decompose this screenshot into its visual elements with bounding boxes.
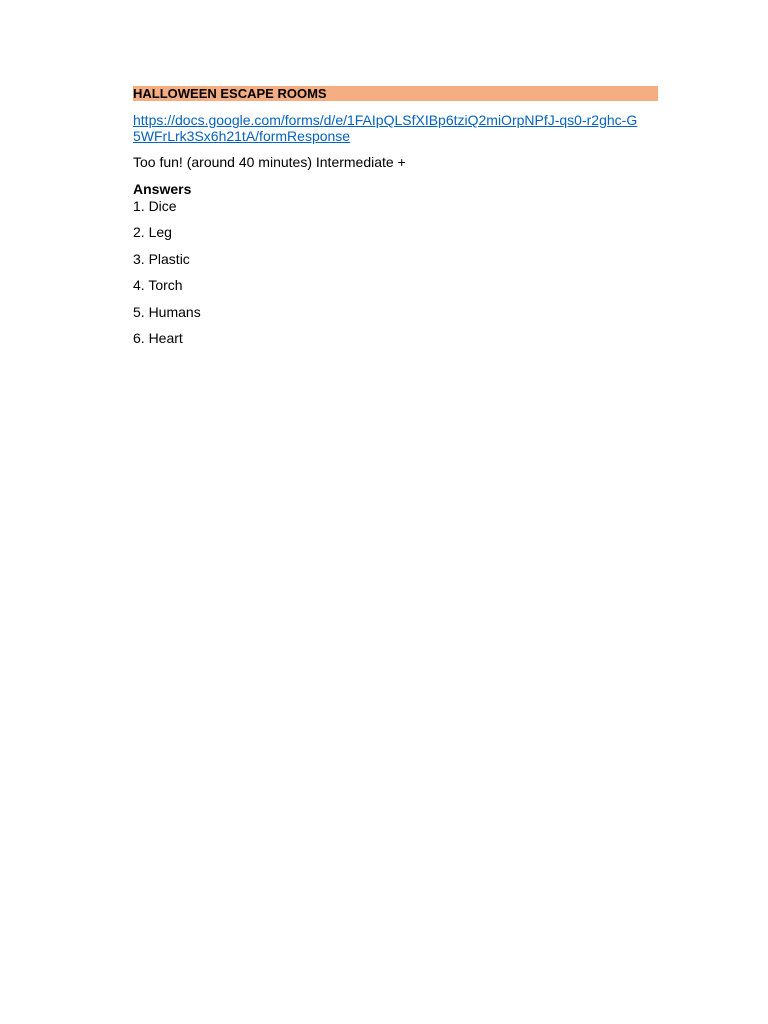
answer-item: 5. Humans bbox=[133, 303, 201, 320]
answer-item: 6. Heart bbox=[133, 329, 183, 346]
answers-heading: Answers bbox=[133, 181, 192, 197]
difficulty-note: Too fun! (around 40 minutes) Intermediate + bbox=[133, 154, 406, 170]
document-content bbox=[133, 86, 658, 356]
answer-item: 1. Dice bbox=[133, 198, 177, 214]
answers-list bbox=[133, 198, 658, 346]
form-link[interactable]: https://docs.google.com/forms/d/e/1FAIpQLSfXIBp6tziQ2miOrpNPfJ-qs0-r2ghc-G5WFrLrk3Sx6h21tA/formResponse bbox=[133, 112, 638, 144]
answer-item: 2. Leg bbox=[133, 224, 172, 241]
answer-item: 4. Torch bbox=[133, 277, 183, 294]
document-heading: HALLOWEEN ESCAPE ROOMS bbox=[133, 86, 658, 101]
answer-item: 3. Plastic bbox=[133, 250, 190, 267]
